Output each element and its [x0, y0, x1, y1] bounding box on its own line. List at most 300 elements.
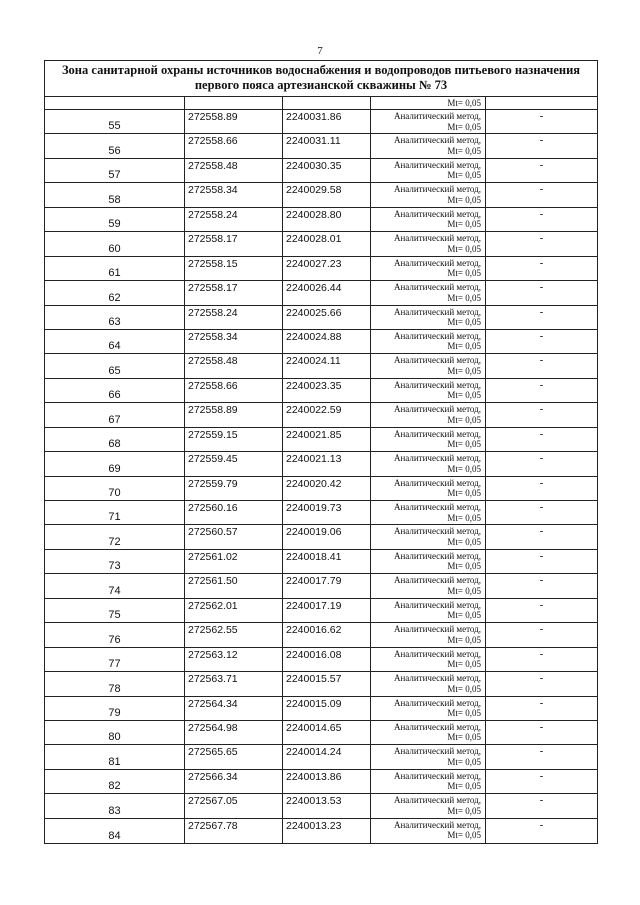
- y-coordinate: 2240016.08: [286, 648, 342, 661]
- point-number-cell: [45, 257, 185, 280]
- page-number: 7: [317, 45, 323, 57]
- dash-mark: -: [539, 110, 544, 122]
- y-coordinate-cell: [283, 403, 371, 426]
- point-number-cell: [45, 354, 185, 377]
- method-cell: [371, 354, 486, 377]
- x-coordinate-cell: [185, 745, 283, 768]
- x-coordinate: 272560.16: [188, 502, 238, 514]
- point-number: 74: [108, 584, 121, 597]
- method-name: Аналитический метод,: [393, 453, 481, 464]
- point-number: 73: [108, 560, 121, 573]
- point-number: 70: [108, 487, 121, 499]
- y-coordinate: 2240013.23: [286, 819, 342, 832]
- method-name: Аналитический метод,: [393, 697, 481, 708]
- extra-cell: [486, 550, 597, 573]
- method-name: Аналитический метод,: [393, 330, 481, 341]
- y-coordinate: 2240023.35: [286, 379, 342, 392]
- table-row: [45, 623, 597, 647]
- x-coordinate: 272559.79: [188, 477, 238, 490]
- y-coordinate-cell: [283, 183, 371, 206]
- point-number: 59: [108, 218, 121, 231]
- point-number-cell: [45, 110, 185, 133]
- method-formula: Mt= 0,05: [447, 145, 481, 156]
- method-formula: Mt= 0,05: [447, 365, 481, 376]
- method-name: Аналитический метод,: [393, 746, 481, 757]
- dash-mark: -: [539, 525, 544, 538]
- table-row: [45, 672, 597, 696]
- method-name: Аналитический метод,: [393, 721, 481, 732]
- method-name: Аналитический метод,: [393, 819, 481, 830]
- x-coordinate: 272558.66: [188, 379, 238, 392]
- method-name: Аналитический метод,: [393, 795, 481, 806]
- method-cell: [371, 232, 486, 255]
- dash-mark: -: [539, 305, 544, 318]
- method-formula: Mt= 0,05: [447, 805, 481, 816]
- extra-cell: [486, 721, 597, 744]
- dash-mark: -: [539, 354, 544, 367]
- point-number-cell: [45, 819, 185, 843]
- y-coordinate: 2240018.41: [286, 550, 342, 563]
- x-coordinate-cell: [185, 525, 283, 548]
- x-coordinate-cell: [185, 428, 283, 451]
- coordinates-table: [44, 60, 598, 844]
- y-coordinate-cell: [283, 232, 371, 255]
- table-row: [45, 330, 597, 354]
- point-number: 62: [108, 291, 121, 304]
- extra-cell: [486, 770, 597, 793]
- method-cell: [371, 501, 486, 524]
- y-coordinate: 2240029.58: [286, 184, 342, 197]
- dash-mark: -: [539, 501, 544, 513]
- table-row: [45, 697, 597, 721]
- point-number-cell: [45, 428, 185, 451]
- method-formula: Mt= 0,05: [447, 781, 481, 792]
- extra-cell: [486, 208, 597, 231]
- extra-cell: [486, 672, 597, 695]
- y-coordinate: 2240024.11: [286, 355, 341, 368]
- y-coordinate: 2240013.53: [286, 795, 342, 808]
- y-coordinate-cell: [283, 672, 371, 695]
- table-row: [45, 452, 597, 476]
- point-number: 80: [108, 731, 121, 744]
- point-number-cell: [45, 306, 185, 329]
- extra-cell: [486, 648, 597, 671]
- point-number: 58: [108, 193, 121, 206]
- x-coordinate: 272562.55: [188, 624, 238, 637]
- x-coordinate: 272559.15: [188, 428, 238, 441]
- extra-cell: [486, 697, 597, 720]
- x-coordinate-cell: [185, 281, 283, 304]
- x-coordinate-cell: [185, 306, 283, 329]
- method-formula: Mt= 0,05: [447, 732, 481, 743]
- y-coordinate-cell: [283, 794, 371, 817]
- method-formula: Mt= 0,05: [447, 414, 481, 425]
- point-number-cell: [45, 721, 185, 744]
- method-cell: [371, 794, 486, 817]
- method-cell: [371, 208, 486, 231]
- dash-mark: -: [539, 427, 544, 440]
- method-name: Аналитический метод,: [393, 575, 481, 586]
- table-row: [45, 648, 597, 672]
- method-formula: Mt= 0,05: [447, 219, 481, 230]
- point-number: 68: [108, 438, 121, 451]
- extra-cell: [486, 281, 597, 304]
- y-coordinate: 2240015.09: [286, 697, 342, 710]
- point-number-cell: [45, 477, 185, 500]
- y-coordinate: 2240027.23: [286, 257, 342, 270]
- method-cell: [371, 599, 486, 622]
- x-coordinate-cell: [185, 354, 283, 377]
- point-number-cell: [45, 550, 185, 573]
- x-coordinate-cell: [185, 477, 283, 500]
- dash-mark: -: [539, 329, 544, 342]
- method-formula: Mt= 0,05: [447, 488, 481, 499]
- y-coordinate-cell: [283, 257, 371, 280]
- method-name: Аналитический метод,: [393, 355, 481, 366]
- y-coordinate-cell: [283, 281, 371, 304]
- extra-cell: [486, 354, 597, 377]
- method-name: Аналитический метод,: [393, 648, 481, 659]
- x-coordinate-cell: [185, 403, 283, 426]
- dash-mark: -: [539, 769, 544, 782]
- table-row: [45, 306, 597, 330]
- dash-mark: -: [539, 158, 544, 171]
- point-number-cell: [45, 232, 185, 255]
- x-coordinate-cell: [185, 257, 283, 280]
- y-coordinate: 2240025.66: [286, 306, 342, 319]
- dash-mark: -: [539, 476, 544, 489]
- method-name: Аналитический метод,: [393, 770, 481, 781]
- x-coordinate-cell: [185, 183, 283, 206]
- y-coordinate: 2240019.06: [286, 526, 342, 539]
- dash-mark: -: [539, 672, 544, 685]
- method-cell: [371, 672, 486, 695]
- y-coordinate: 2240028.80: [286, 208, 342, 221]
- point-number: 55: [108, 120, 121, 133]
- point-number: 69: [108, 462, 121, 475]
- dash-mark: -: [539, 574, 544, 587]
- method-cell: [371, 574, 486, 597]
- method-name: Аналитический метод,: [393, 673, 481, 684]
- x-coordinate-cell: [185, 770, 283, 793]
- table-row: [45, 257, 597, 281]
- y-coordinate: 2240014.65: [286, 721, 342, 734]
- x-coordinate-cell: [185, 379, 283, 402]
- extra-cell: [486, 330, 597, 353]
- dash-mark: -: [539, 207, 544, 220]
- extra-cell: [486, 232, 597, 255]
- point-number: 66: [108, 389, 121, 402]
- x-coordinate-cell: [185, 721, 283, 744]
- x-coordinate: 272558.48: [188, 159, 238, 172]
- extra-cell: [486, 525, 597, 548]
- dash-mark: -: [539, 183, 544, 196]
- x-coordinate-cell: [185, 599, 283, 622]
- x-coordinate-cell: [185, 574, 283, 597]
- method-formula: Mt= 0,05: [447, 634, 481, 645]
- extra-cell: [486, 306, 597, 329]
- method-formula: Mt= 0,05: [447, 659, 481, 670]
- point-number-cell: [45, 697, 185, 720]
- method-name: Аналитический метод,: [393, 159, 481, 170]
- point-number-cell: [45, 501, 185, 524]
- table-row: [45, 550, 597, 574]
- table-row: [45, 428, 597, 452]
- table-row: [45, 159, 597, 183]
- x-coordinate-cell: [185, 159, 283, 182]
- table-row: [45, 599, 597, 623]
- table-row: [45, 745, 597, 769]
- point-number-cell: [45, 379, 185, 402]
- point-number: 65: [108, 364, 121, 377]
- method-cell: [371, 110, 486, 133]
- point-number-cell: [45, 745, 185, 768]
- point-number-cell: [45, 623, 185, 646]
- x-coordinate: 272567.05: [188, 795, 238, 808]
- method-formula: Mt= 0,05: [447, 756, 481, 767]
- point-number-cell: [45, 134, 185, 157]
- method-cell: [371, 550, 486, 573]
- point-number: 61: [108, 267, 121, 280]
- x-coordinate: 272558.66: [188, 135, 238, 148]
- method-cell: [371, 770, 486, 793]
- method-name: Аналитический метод,: [393, 502, 481, 512]
- point-number: 72: [108, 535, 121, 548]
- method-formula: Mt= 0,05: [447, 561, 481, 572]
- method-formula: Mt= 0,05: [447, 292, 481, 303]
- point-number: 84: [108, 830, 121, 843]
- table-row: [45, 208, 597, 232]
- method-formula: Mt= 0,05: [447, 98, 481, 108]
- table-body: [45, 110, 597, 843]
- point-number-cell: [45, 574, 185, 597]
- method-name: Аналитический метод,: [393, 184, 481, 195]
- method-cell: [371, 477, 486, 500]
- x-coordinate-cell: [185, 134, 283, 157]
- x-coordinate: 272558.89: [188, 404, 238, 417]
- x-coordinate-cell: [185, 110, 283, 133]
- extra-cell: [486, 599, 597, 622]
- method-formula: Mt= 0,05: [447, 121, 481, 132]
- point-number-cell: [45, 672, 185, 695]
- method-cell: [371, 379, 486, 402]
- point-number: 79: [108, 706, 121, 719]
- dash-mark: -: [539, 378, 544, 391]
- y-coordinate-cell: [283, 525, 371, 548]
- method-formula: Mt= 0,05: [447, 830, 481, 841]
- y-coordinate-cell: [283, 354, 371, 377]
- dash-mark: -: [539, 794, 544, 807]
- table-row-continuation: [45, 97, 597, 110]
- x-coordinate: 272558.48: [188, 355, 238, 368]
- method-name: Аналитический метод,: [393, 257, 481, 268]
- x-coordinate: 272562.01: [188, 599, 238, 612]
- method-formula: Mt= 0,05: [447, 170, 481, 181]
- method-formula: Mt= 0,05: [447, 268, 481, 279]
- table-row: [45, 574, 597, 598]
- y-coordinate-cell: [283, 745, 371, 768]
- table-row: [45, 110, 597, 134]
- x-coordinate: 272563.12: [188, 648, 238, 661]
- table-row: [45, 354, 597, 378]
- x-coordinate-cell: [185, 208, 283, 231]
- y-coordinate: 2240016.62: [286, 624, 342, 637]
- method-formula: Mt= 0,05: [447, 243, 481, 254]
- method-cell: [371, 306, 486, 329]
- method-name: Аналитический метод,: [393, 599, 481, 610]
- extra-cell: [486, 134, 597, 157]
- y-coordinate: 2240028.01: [286, 233, 342, 246]
- method-formula: Mt= 0,05: [447, 512, 481, 523]
- x-coordinate: 272558.34: [188, 184, 238, 197]
- method-cell: [371, 428, 486, 451]
- point-number-cell: [45, 770, 185, 793]
- method-name: Аналитический метод,: [393, 404, 481, 415]
- extra-cell: [486, 477, 597, 500]
- x-coordinate-cell: [185, 648, 283, 671]
- y-coordinate: 2240021.85: [286, 428, 342, 441]
- y-coordinate-cell: [283, 819, 371, 843]
- method-formula: Mt= 0,05: [447, 536, 481, 547]
- method-formula: Mt= 0,05: [447, 708, 481, 718]
- point-number-cell: [45, 159, 185, 182]
- y-coordinate: 2240013.86: [286, 770, 342, 783]
- table-row: [45, 183, 597, 207]
- method-name: Аналитический метод,: [393, 306, 481, 317]
- extra-cell: [486, 379, 597, 402]
- method-cell: [371, 648, 486, 671]
- y-coordinate: 2240021.13: [286, 453, 342, 466]
- x-coordinate-cell: [185, 330, 283, 353]
- x-coordinate: 272558.17: [188, 282, 238, 295]
- x-coordinate-cell: [185, 623, 283, 646]
- x-coordinate: 272559.45: [188, 453, 238, 466]
- method-formula: Mt= 0,05: [447, 439, 481, 450]
- y-coordinate-cell: [283, 550, 371, 573]
- x-coordinate: 272558.24: [188, 208, 238, 221]
- method-formula: Mt= 0,05: [447, 610, 481, 621]
- point-number: 82: [108, 780, 121, 793]
- point-number-cell: [45, 208, 185, 231]
- method-name: Аналитический метод,: [393, 379, 481, 390]
- method-cell: [371, 257, 486, 280]
- point-number: 81: [108, 755, 121, 768]
- table-row: [45, 501, 597, 525]
- method-name: Аналитический метод,: [393, 233, 481, 244]
- method-cell: [371, 697, 486, 720]
- extra-cell: [486, 574, 597, 597]
- x-coordinate-cell: [185, 232, 283, 255]
- point-number: 64: [108, 340, 121, 353]
- extra-cell: [486, 257, 597, 280]
- extra-cell: [486, 159, 597, 182]
- y-coordinate-cell: [283, 721, 371, 744]
- point-number: 67: [108, 413, 121, 426]
- x-coordinate: 272564.98: [188, 721, 238, 734]
- extra-cell: [486, 403, 597, 426]
- x-coordinate-cell: [185, 452, 283, 475]
- y-coordinate-cell: [283, 306, 371, 329]
- table-row: [45, 721, 597, 745]
- method-cell: [371, 721, 486, 744]
- x-coordinate: 272558.34: [188, 330, 238, 343]
- y-coordinate: 2240014.24: [286, 746, 342, 759]
- extra-cell: [486, 428, 597, 451]
- y-coordinate: 2240019.73: [286, 502, 342, 514]
- method-name: Аналитический метод,: [393, 526, 481, 537]
- method-formula: Mt= 0,05: [447, 585, 481, 596]
- method-formula: Mt= 0,05: [447, 317, 481, 327]
- dash-mark: -: [539, 647, 544, 660]
- method-cell: [371, 525, 486, 548]
- dash-mark: -: [539, 818, 544, 831]
- table-row: [45, 134, 597, 158]
- y-coordinate-cell: [283, 134, 371, 157]
- extra-cell: [486, 452, 597, 475]
- point-number: 78: [108, 682, 121, 695]
- table-row: [45, 477, 597, 501]
- point-number-cell: [45, 525, 185, 548]
- y-coordinate-cell: [283, 477, 371, 500]
- point-number-cell: [45, 330, 185, 353]
- method-cell: [371, 134, 486, 157]
- extra-cell: [486, 794, 597, 817]
- x-coordinate: 272558.89: [188, 111, 238, 123]
- table-title: Зона санитарной охраны источников водоснабжения и водопроводов питьевого назначения первого пояса артезианской скважины № 73: [45, 61, 597, 97]
- point-number: 63: [108, 315, 121, 328]
- point-number-cell: [45, 648, 185, 671]
- dash-mark: -: [539, 452, 544, 465]
- x-coordinate: 272564.34: [188, 697, 238, 710]
- method-name: Аналитический метод,: [393, 428, 481, 439]
- x-coordinate: 272558.24: [188, 306, 238, 319]
- table-row: [45, 525, 597, 549]
- x-coordinate: 272558.17: [188, 233, 238, 246]
- extra-cell: [486, 501, 597, 524]
- x-coordinate: 272558.15: [188, 257, 238, 270]
- dash-mark: -: [539, 745, 544, 758]
- x-coordinate: 272566.34: [188, 770, 238, 783]
- y-coordinate-cell: [283, 428, 371, 451]
- table-row: [45, 819, 597, 843]
- method-name: Аналитический метод,: [393, 624, 481, 635]
- point-number-cell: [45, 281, 185, 304]
- method-cell: [371, 281, 486, 304]
- method-cell: [371, 159, 486, 182]
- y-coordinate-cell: [283, 599, 371, 622]
- y-coordinate-cell: [283, 770, 371, 793]
- y-coordinate: 2240031.11: [286, 135, 341, 148]
- point-number-cell: [45, 183, 185, 206]
- method-formula: Mt= 0,05: [447, 463, 481, 474]
- dash-mark: -: [539, 549, 544, 562]
- method-name: Аналитический метод,: [393, 550, 481, 561]
- dash-mark: -: [539, 623, 544, 636]
- extra-cell: [486, 183, 597, 206]
- x-coordinate-cell: [185, 550, 283, 573]
- y-coordinate-cell: [283, 379, 371, 402]
- y-coordinate-cell: [283, 648, 371, 671]
- method-formula: Mt= 0,05: [447, 194, 481, 205]
- y-coordinate: 2240031.86: [286, 111, 342, 123]
- point-number-cell: [45, 599, 185, 622]
- y-coordinate: 2240015.57: [286, 673, 342, 686]
- method-formula: Mt= 0,05: [447, 390, 481, 401]
- y-coordinate-cell: [283, 697, 371, 720]
- y-coordinate-cell: [283, 159, 371, 182]
- y-coordinate: 2240030.35: [286, 159, 342, 172]
- method-cell: [371, 452, 486, 475]
